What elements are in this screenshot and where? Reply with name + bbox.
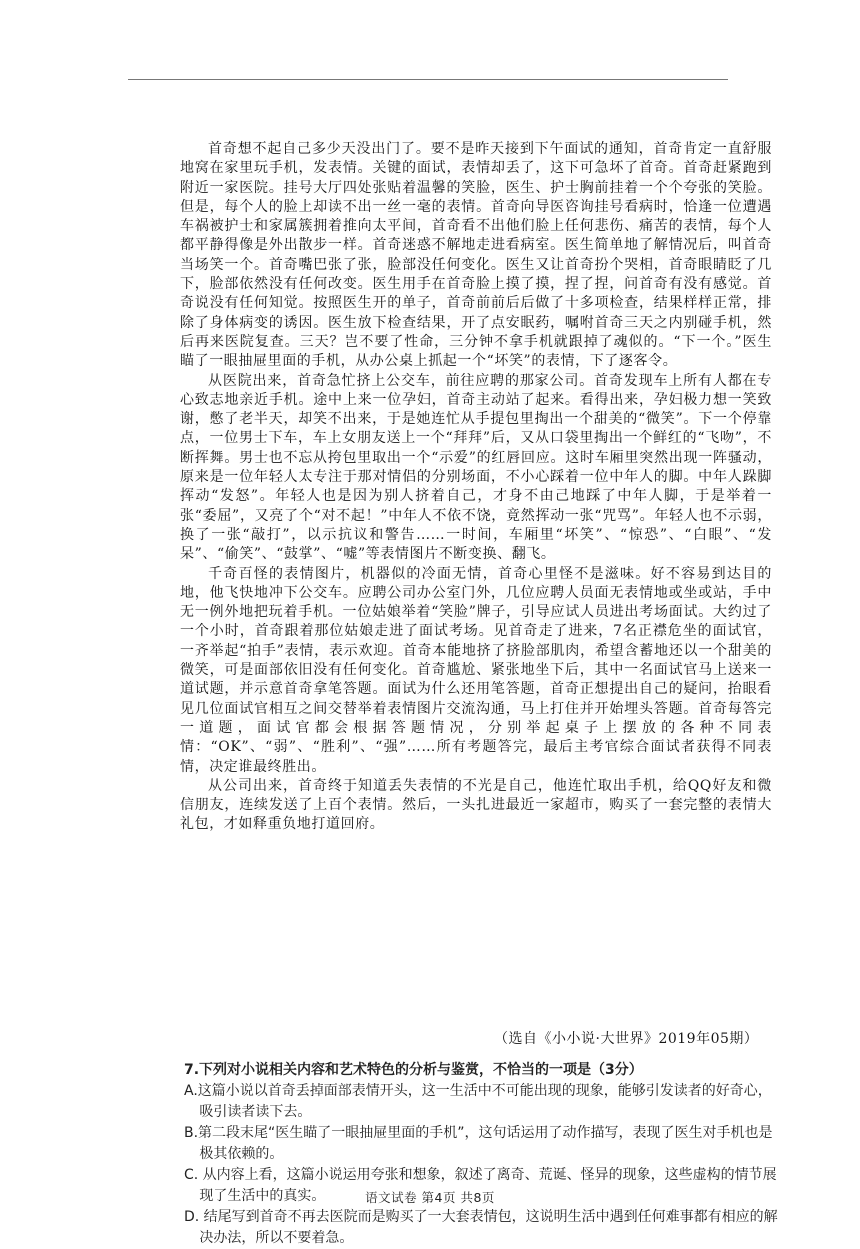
question-7 [184,1060,778,1249]
story-paragraph-2: 从医院出来，首奇急忙挤上公交车，前往应聘的那家公司。首奇发现车上所有人都在专心致志地亲近手机。途中上来一位孕妇，首奇主动站了起来。看得出来，孕妇极力想一笑致谢，憋了老半天，却笑不出来，于是她连忙从手提包里掏出一个甜美的“微笑”。下一个停靠点，一位男士下车，车上女朋友送上一个“拜拜”后，又从口袋里掏出一个鲜红的“飞吻”，不断挥舞。男士也不忘从挎包里取出一个“示爱”的红唇回应。这时车厢里突然出现一阵骚动，原来是一位年轻人太专注于那对情侣的分别场面，不小心踩着一位中年人的脚。中年人跺脚挥动“发怒”。年轻人也是因为别人挤着自己，才身不由己地踩了中年人脚，于是举着一张“委屈”，又亮了个“对不起！”中年人不依不饶，竟然挥动一张“咒骂”。年轻人也不示弱，换了一张“敲打”，以示抗议和警告……一时间，车厢里“坏笑”、“惊恐”、“白眼”、“发呆”、“偷笑”、“鼓掌”、“嘘”等表情图片不断变换、翻飞。 [180,372,772,563]
header-rule [128,79,728,80]
story-paragraph-4: 从公司出来，首奇终于知道丢失表情的不光是自己，他连忙取出手机，给QQ好友和微信朋友，连续发送了上百个表情。然后，一头扎进最近一家超市，购买了一套完整的表情大礼包，才如释重负地打道回府。 [180,777,772,833]
story-paragraph-3: 千奇百怪的表情图片，机器似的冷面无情，首奇心里怪不是滋味。好不容易到达目的地，他飞快地冲下公交车。应聘公司办公室门外，几位应聘人员面无表情地或坐或站，手中无一例外地把玩着手机。一位姑娘举着“笑脸”牌子，引导应试人员进出考场面试。大约过了一个小时，首奇跟着那位姑娘走进了面试考场。见首奇走了进来，7名正襟危坐的面试官，一齐举起“拍手”表情，表示欢迎。首奇本能地挤了挤脸部肌肉，希望含蓄地还以一个甜美的微笑，可是面部依旧没有任何变化。首奇尴尬、紧张地坐下后，其中一名面试官马上送来一道试题，并示意首奇拿笔答题。面试为什么还用笔答题，首奇正想提出自己的疑问，抬眼看见几位面试官相互之间交替举着表情图片交流沟通，马上打住并开始埋头答题。首奇每答完一道题，面试官都会根据答题情况，分别举起桌子上摆放的各种不同表情：“OK”、“弱”、“胜利”、“强”……所有考题答完，最后主考官综合面试者获得不同表情，决定谁最终胜出。 [180,565,772,775]
story-paragraph-1: 首奇想不起自己多少天没出门了。要不是昨天接到下午面试的通知，首奇肯定一直舒服地窝在家里玩手机，发表情。关键的面试，表情却丢了，这下可急坏了首奇。首奇赶紧跑到附近一家医院。挂号大厅四处张贴着温馨的笑脸，医生、护士胸前挂着一个个夸张的笑脸。但是，每个人的脸上却读不出一丝一毫的表情。首奇向导医咨询挂号看病时，恰逢一位遭遇车祸被护士和家属簇拥着推向太平间，首奇看不出他们脸上任何悲伤、痛苦的表情，每个人都平静得像是外出散步一样。首奇迷惑不解地走进看病室。医生简单地了解情况后，叫首奇当场笑一个。首奇嘴巴张了张，脸部没任何变化。医生又让首奇扮个哭相，首奇眼睛眨了几下，脸部依然没有任何改变。医生用手在首奇脸上摸了摸，捏了捏，问首奇有没有感觉。首奇说没有任何知觉。按照医生开的单子，首奇前前后后做了十多项检查，结果样样正常，排除了身体病变的诱因。医生放下检查结果，开了点安眠药，嘱咐首奇三天之内别碰手机，然后再来医院复查。三天？岂不要了性命，三分钟不拿手机就跟掉了魂似的。“下一个。”医生瞄了一眼抽屉里面的手机，从办公桌上抓起一个“坏笑”的表情，下了逐客令。 [180,141,772,370]
page-footer: 语文试卷 第4页 共8页 [365,1190,495,1205]
option-c: C. 从内容上看，这篇小说运用夸张和想象，叙述了离奇、荒诞、怪异的现象，这些虚构的情节展现了生活中的真实。 [184,1167,777,1204]
question-stem: 7.下列对小说相关内容和艺术特色的分析与鉴赏，不恰当的一项是（3分） [184,1062,643,1078]
option-d: D. 结尾写到首奇不再去医院而是购买了一大套表情包，这说明生活中遇到任何难事都有相应的解决办法，所以不要着急。 [184,1209,778,1246]
option-b: B.第二段末尾“医生瞄了一眼抽屉里面的手机”，这句话运用了动作描写，表现了医生对手机也是极其依赖的。 [184,1125,773,1162]
story-source: （选自《小小说·大世界》2019年05期） [494,1031,759,1047]
story-body [180,140,772,835]
option-a: A.这篇小说以首奇丢掉面部表情开头，这一生活中不可能出现的现象，能够引发读者的好奇心，吸引读者读下去。 [184,1083,772,1120]
